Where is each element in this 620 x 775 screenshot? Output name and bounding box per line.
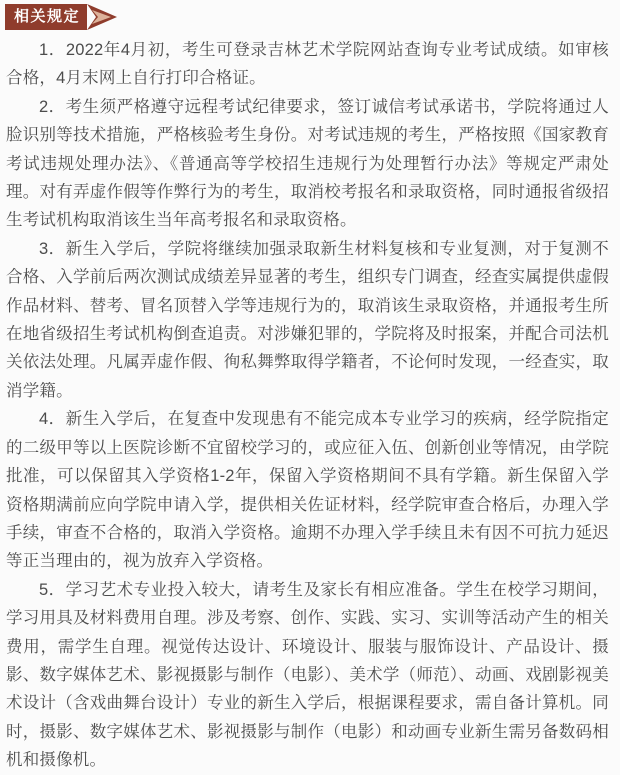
section-title-badge: 相关规定 bbox=[5, 4, 87, 30]
regulations-text bbox=[5, 36, 611, 775]
arrow-right-icon bbox=[87, 4, 121, 30]
regulation-paragraph: 3．新生入学后，学院将继续加强录取新生材料复核和专业复测，对于复测不合格、入学前后两次测试成绩差异显著的考生，组织专门调查，经查实属提供虚假作品材料、替考、冒名顶替入学等违规行为的，取消该生录取资格，并通报考生所在地省级招生考试机构倒查追责。对涉嫌犯罪的，学院将及时报案，并配合司法机关依法处理。凡属弄虚作假、徇私舞弊取得学籍者，不论何时发现，一经查实，取消学籍。 bbox=[6, 239, 609, 400]
regulation-paragraph: 5．学习艺术专业投入较大，请考生及家长有相应准备。学生在校学习期间，学习用具及材料费用自理。涉及考察、创作、实践、实习、实训等活动产生的相关费用，需学生自理。视觉传达设计、环境设计、服装与服饰设计、产品设计、摄影、数字媒体艺术、影视摄影与制作（电影）、美术学（师范）、动画、戏剧影视美术设计（含戏曲舞台设计）专业的新生入学后，根据课程要求，需自备计算机。同时，摄影、数字媒体艺术、影视摄影与制作（电影）和动画专业新生需另备数码相机和摄像机。 bbox=[6, 580, 609, 770]
regulation-paragraph: 2．考生须严格遵守远程考试纪律要求，签订诚信考试承诺书，学院将通过人脸识别等技术措施，严格核验考生身份。对考试违规的考生，严格按照《国家教育考试违规处理办法》、《普通高等学校招生违规行为处理暂行办法》等规定严肃处理。对有弄虚作假等作弊行为的考生，取消校考报名和录取资格，同时通报省级招生考试机构取消该生当年高考报名和录取资格。 bbox=[6, 97, 609, 230]
section-header bbox=[5, 4, 611, 30]
regulation-paragraph: 4．新生入学后，在复查中发现患有不能完成本专业学习的疾病，经学院指定的二级甲等以上医院诊断不宜留校学习的，或应征入伍、创新创业等情况，由学院批准，可以保留其入学资格1-2年，保留入学资格期间不具有学籍。新生保留入学资格期满前应向学院申请入学，提供相关佐证材料，经学院审查合格后，办理入学手续，审查不合格的，取消入学资格。逾期不办理入学手续且未有因不可抗力延迟等正当理由的，视为放弃入学资格。 bbox=[6, 410, 609, 571]
regulation-paragraph: 1．2022年4月初，考生可登录吉林艺术学院网站查询专业考试成绩。如审核合格，4月末网上自行打印合格证。 bbox=[6, 41, 609, 88]
